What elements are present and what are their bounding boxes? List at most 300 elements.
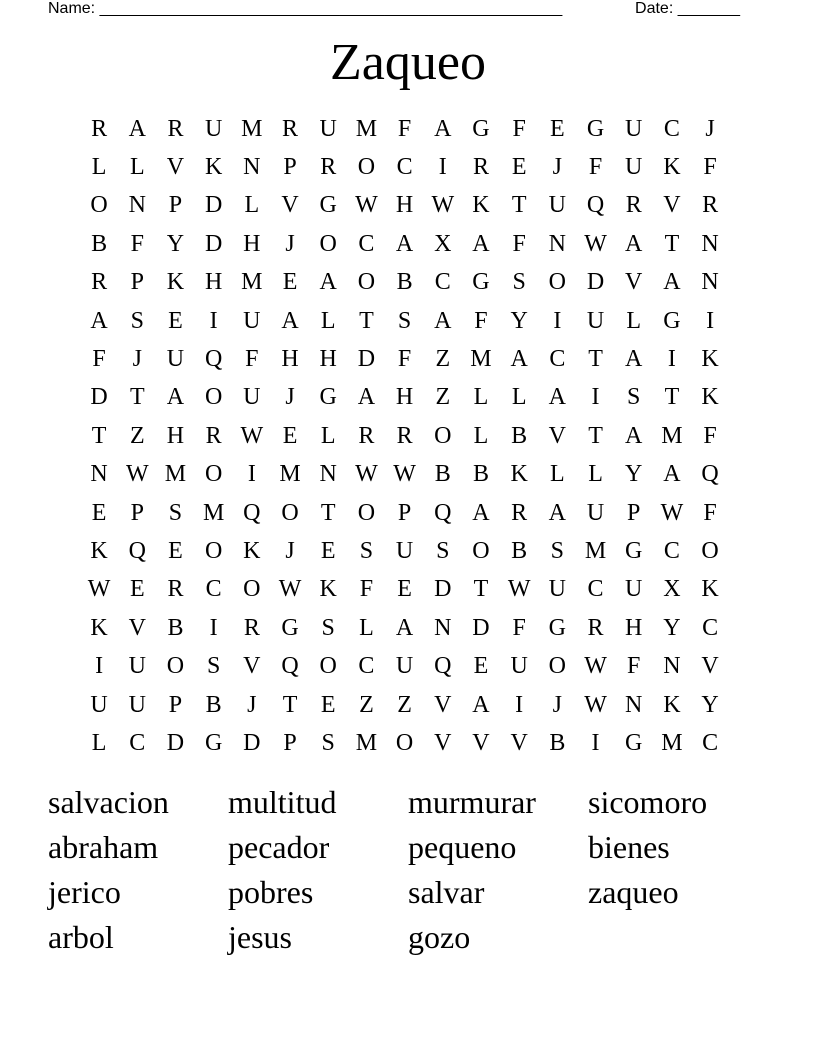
grid-letter: R [243,614,260,641]
grid-letter: S [321,729,335,756]
grid-letter: O [395,729,414,756]
grid-letter: L [511,384,527,411]
grid-letter: A [510,346,528,373]
grid-letter: O [90,192,108,219]
grid-letter: W [125,461,149,488]
grid-letter: B [434,461,451,488]
grid-letter: U [128,653,146,680]
grid-letter: E [129,576,145,603]
grid-letter: S [550,537,565,564]
grid-letter: R [320,154,337,181]
grid-letter: U [243,307,261,334]
grid-letter: Q [434,499,452,526]
grid-letter: N [434,614,452,641]
grid-letter: Q [243,499,261,526]
grid-letter: L [473,384,489,411]
grid-letter: T [359,307,374,334]
grid-letter: V [243,653,261,680]
grid-letter: K [510,461,528,488]
grid-letter: U [243,384,261,411]
grid-letter: X [434,230,452,257]
grid-letter: O [319,653,337,680]
grid-letter: J [132,346,142,373]
word-list-item: pobres [228,874,314,910]
word-list-item: salvacion [48,784,169,820]
grid-letter: O [434,422,452,449]
grid-letter: G [472,269,490,296]
grid-letter: Y [663,614,681,641]
grid-letter: R [205,422,222,449]
grid-letter: O [204,384,223,411]
grid-letter: U [90,691,108,718]
grid-letter: J [285,384,295,411]
grid-letter: F [245,346,259,373]
grid-letter: Q [701,461,719,488]
grid-letter: N [625,691,643,718]
grid-letter: K [243,537,261,564]
grid-letter: K [166,269,185,296]
grid-letter: B [549,729,566,756]
grid-letter: O [472,537,490,564]
word-search-grid [80,110,729,763]
grid-letter: M [279,461,301,488]
grid-letter: O [357,269,376,296]
grid-letter: A [434,307,452,334]
grid-letter: R [625,192,642,219]
grid-letter: O [243,576,261,603]
grid-letter: C [205,576,222,603]
grid-letter: A [625,230,643,257]
grid-letter: W [355,192,378,219]
grid-letter: G [586,115,605,142]
word-list-item: multitud [228,784,337,820]
grid-letter: I [209,614,218,641]
grid-letter: P [168,192,183,219]
grid-letter: S [627,384,641,411]
grid-letter: U [319,115,337,142]
grid-letter: L [588,461,603,488]
grid-letter: V [510,729,528,756]
grid-letter: S [206,653,221,680]
grid-letter: E [168,537,183,564]
grid-letter: S [436,537,450,564]
grid-letter: R [358,422,375,449]
grid-letter: E [282,422,298,449]
grid-letter: R [91,115,108,142]
name-field-label: Name: ____________________________________________________ [48,0,563,17]
grid-letter: F [92,346,106,373]
grid-letter: F [703,154,717,181]
grid-letter: D [472,614,490,641]
grid-letter: K [90,537,108,564]
grid-letter: F [397,346,412,373]
grid-letter: K [319,576,337,603]
grid-letter: D [204,192,223,219]
grid-letter: S [397,307,412,334]
grid-letter: R [702,192,719,219]
grid-letter: A [395,614,414,641]
grid-letter: N [548,230,567,257]
grid-letter: W [584,691,607,718]
grid-letter: G [663,307,681,334]
word-list [48,782,768,962]
grid-letter: Q [434,653,452,680]
grid-letter: F [130,230,144,257]
grid-letter: I [591,384,600,411]
grid-letter: W [584,653,607,680]
grid-letter: N [90,461,108,488]
grid-letter: L [244,192,260,219]
grid-letter: G [281,614,299,641]
grid-letter: N [128,192,146,219]
grid-letter: T [588,346,603,373]
grid-letter: M [355,729,378,756]
grid-letter: U [625,576,643,603]
grid-letter: O [204,461,223,488]
grid-letter: A [395,230,414,257]
grid-letter: I [515,691,524,718]
grid-letter: U [510,653,528,680]
grid-letter: E [320,537,336,564]
grid-letter: T [282,691,298,718]
grid-letter: D [586,269,605,296]
grid-letter: E [511,154,527,181]
grid-letter: I [706,307,715,334]
grid-letter: E [550,115,565,142]
grid-letter: H [395,192,414,219]
grid-letter: C [702,614,719,641]
grid-letter: W [278,576,302,603]
grid-letter: F [512,614,526,641]
grid-letter: W [393,461,416,488]
grid-letter: J [552,154,563,181]
grid-letter: N [701,230,719,257]
grid-letter: A [128,115,146,142]
grid-letter: N [663,653,681,680]
grid-letter: E [397,576,412,603]
word-list-item: salvar [408,874,485,910]
grid-letter: G [204,729,223,756]
grid-letter: T [129,384,145,411]
grid-letter: H [625,614,643,641]
grid-letter: A [472,691,490,718]
grid-letter: L [91,154,107,181]
grid-letter: B [205,691,222,718]
grid-letter: T [511,192,527,219]
grid-letter: N [701,269,719,296]
grid-letter: C [663,115,680,142]
grid-letter: A [434,115,452,142]
grid-letter: S [321,614,335,641]
grid-letter: O [701,537,719,564]
grid-letter: F [512,230,526,257]
grid-letter: O [204,537,223,564]
grid-letter: Q [128,537,146,564]
grid-letter: P [283,154,297,181]
grid-letter: P [130,269,144,296]
grid-letter: C [663,537,680,564]
grid-letter: V [472,729,490,756]
grid-letter: U [586,307,605,334]
grid-letter: S [512,269,526,296]
grid-letter: S [168,499,183,526]
grid-letter: L [91,729,107,756]
word-list-item: pecador [228,829,330,865]
grid-letter: M [164,461,187,488]
grid-letter: J [285,230,295,257]
grid-letter: C [549,346,566,373]
grid-letter: W [584,230,607,257]
grid-letter: Q [204,346,223,373]
grid-letter: J [705,115,715,142]
grid-letter: A [548,384,567,411]
grid-letter: A [548,499,567,526]
grid-letter: J [285,537,295,564]
grid-letter: C [358,653,375,680]
grid-letter: G [625,537,643,564]
grid-letter: H [243,230,261,257]
grid-letter: I [553,307,562,334]
grid-letter: H [281,346,299,373]
grid-letter: B [511,537,528,564]
grid-letter: M [661,422,683,449]
grid-letter: E [91,499,107,526]
grid-letter: Y [510,307,528,334]
grid-letter: D [204,230,223,257]
grid-letter: G [625,729,643,756]
grid-letter: F [512,115,526,142]
grid-letter: M [241,115,263,142]
grid-letter: A [357,384,376,411]
grid-letter: U [128,691,146,718]
grid-letter: P [397,499,412,526]
grid-letter: X [663,576,681,603]
grid-letter: D [434,576,452,603]
grid-letter: C [434,269,451,296]
grid-letter: Y [625,461,643,488]
grid-letter: S [359,537,374,564]
grid-letter: W [660,499,684,526]
grid-letter: F [627,653,641,680]
grid-letter: M [584,537,607,564]
grid-letter: K [701,384,719,411]
grid-letter: I [247,461,256,488]
grid-letter: I [95,653,104,680]
grid-letter: W [507,576,531,603]
grid-letter: N [319,461,337,488]
grid-letter: F [703,422,717,449]
grid-letter: J [552,691,563,718]
grid-letter: R [396,422,413,449]
grid-letter: Z [397,691,412,718]
grid-letter: H [395,384,414,411]
word-list-item: murmurar [408,784,536,820]
grid-letter: L [320,307,336,334]
grid-letter: F [588,154,603,181]
grid-letter: A [663,461,681,488]
grid-letter: A [472,230,490,257]
grid-letter: C [396,154,413,181]
grid-letter: C [702,729,719,756]
grid-letter: O [548,269,567,296]
grid-letter: P [168,691,183,718]
grid-letter: W [431,192,455,219]
grid-letter: V [701,653,719,680]
grid-letter: I [667,346,676,373]
grid-letter: L [550,461,565,488]
grid-letter: G [548,614,567,641]
grid-letter: C [587,576,604,603]
grid-letter: U [204,115,223,142]
grid-letter: R [472,154,489,181]
grid-letter: U [395,537,414,564]
grid-letter: R [91,269,108,296]
grid-letter: C [358,230,375,257]
grid-letter: O [166,653,185,680]
grid-letter: O [548,653,567,680]
grid-letter: M [355,115,378,142]
grid-letter: O [319,230,337,257]
grid-letter: V [434,691,452,718]
grid-letter: H [204,269,223,296]
grid-letter: V [128,614,146,641]
grid-letter: R [167,576,184,603]
grid-letter: M [661,729,683,756]
grid-letter: A [663,269,681,296]
grid-letter: P [627,499,641,526]
grid-letter: O [357,154,376,181]
word-list-item: abraham [48,829,159,865]
grid-letter: U [548,576,567,603]
grid-letter: U [548,192,567,219]
grid-letter: T [664,384,680,411]
grid-letter: M [241,269,263,296]
grid-letter: F [359,576,374,603]
grid-letter: K [90,614,108,641]
grid-letter: K [204,154,223,181]
date-field-label: Date: _______ [635,0,740,17]
grid-letter: B [396,269,413,296]
grid-letter: K [701,346,719,373]
grid-letter: F [703,499,717,526]
word-list-item: pequeno [408,829,517,865]
grid-letter: I [591,729,600,756]
grid-letter: A [472,499,490,526]
grid-letter: U [625,115,643,142]
grid-letter: R [282,115,299,142]
grid-letter: D [90,384,108,411]
grid-letter: L [359,614,374,641]
grid-letter: K [472,192,490,219]
grid-letter: I [209,307,218,334]
grid-letter: R [511,499,528,526]
grid-letter: S [130,307,144,334]
word-list-item: gozo [408,919,471,955]
grid-letter: R [167,115,184,142]
grid-letter: P [130,499,144,526]
word-list-item: bienes [588,829,670,865]
grid-letter: E [168,307,183,334]
grid-letter: Z [435,384,451,411]
grid-letter: E [320,691,336,718]
grid-letter: A [281,307,299,334]
grid-letter: W [240,422,264,449]
word-list-item: sicomoro [588,784,708,820]
grid-letter: V [625,269,643,296]
grid-letter: H [166,422,185,449]
grid-letter: D [243,729,261,756]
grid-letter: O [357,499,376,526]
grid-letter: A [625,422,643,449]
grid-letter: N [243,154,261,181]
grid-letter: M [202,499,225,526]
grid-letter: L [626,307,642,334]
grid-letter: L [473,422,489,449]
grid-letter: W [87,576,111,603]
grid-letter: L [129,154,145,181]
grid-letter: O [281,499,299,526]
grid-letter: V [434,729,452,756]
grid-letter: Z [435,346,451,373]
grid-letter: B [472,461,489,488]
grid-letter: K [663,154,681,181]
grid-letter: F [474,307,488,334]
grid-letter: V [663,192,681,219]
grid-letter: Q [586,192,605,219]
grid-letter: F [397,115,412,142]
worksheet-header [48,0,740,20]
grid-letter: R [587,614,604,641]
grid-letter: U [166,346,185,373]
grid-letter: T [91,422,107,449]
word-list-item: jesus [228,919,292,955]
grid-letter: U [586,499,605,526]
word-list-item: jerico [48,874,121,910]
word-list-item: arbol [48,919,114,955]
grid-letter: M [470,346,492,373]
grid-letter: J [247,691,257,718]
grid-letter: E [473,653,489,680]
grid-letter: A [90,307,108,334]
grid-letter: B [91,230,108,257]
word-list-item: zaqueo [588,874,679,910]
grid-letter: T [320,499,336,526]
grid-letter: G [319,192,337,219]
grid-letter: B [167,614,184,641]
grid-letter: U [625,154,643,181]
grid-letter: Y [166,230,185,257]
grid-letter: L [320,422,336,449]
grid-letter: C [129,729,146,756]
grid-letter: H [319,346,337,373]
page-title: Zaqueo [330,34,486,91]
grid-letter: B [511,422,528,449]
grid-letter: A [625,346,643,373]
grid-letter: D [166,729,185,756]
grid-letter: K [701,576,719,603]
grid-letter: Q [281,653,299,680]
grid-letter: T [473,576,489,603]
grid-letter: T [588,422,603,449]
grid-letter: P [283,729,297,756]
grid-letter: G [319,384,337,411]
grid-letter: Z [129,422,145,449]
grid-letter: I [438,154,447,181]
grid-letter: V [548,422,567,449]
grid-letter: Y [701,691,719,718]
grid-letter: D [357,346,376,373]
grid-letter: A [319,269,337,296]
